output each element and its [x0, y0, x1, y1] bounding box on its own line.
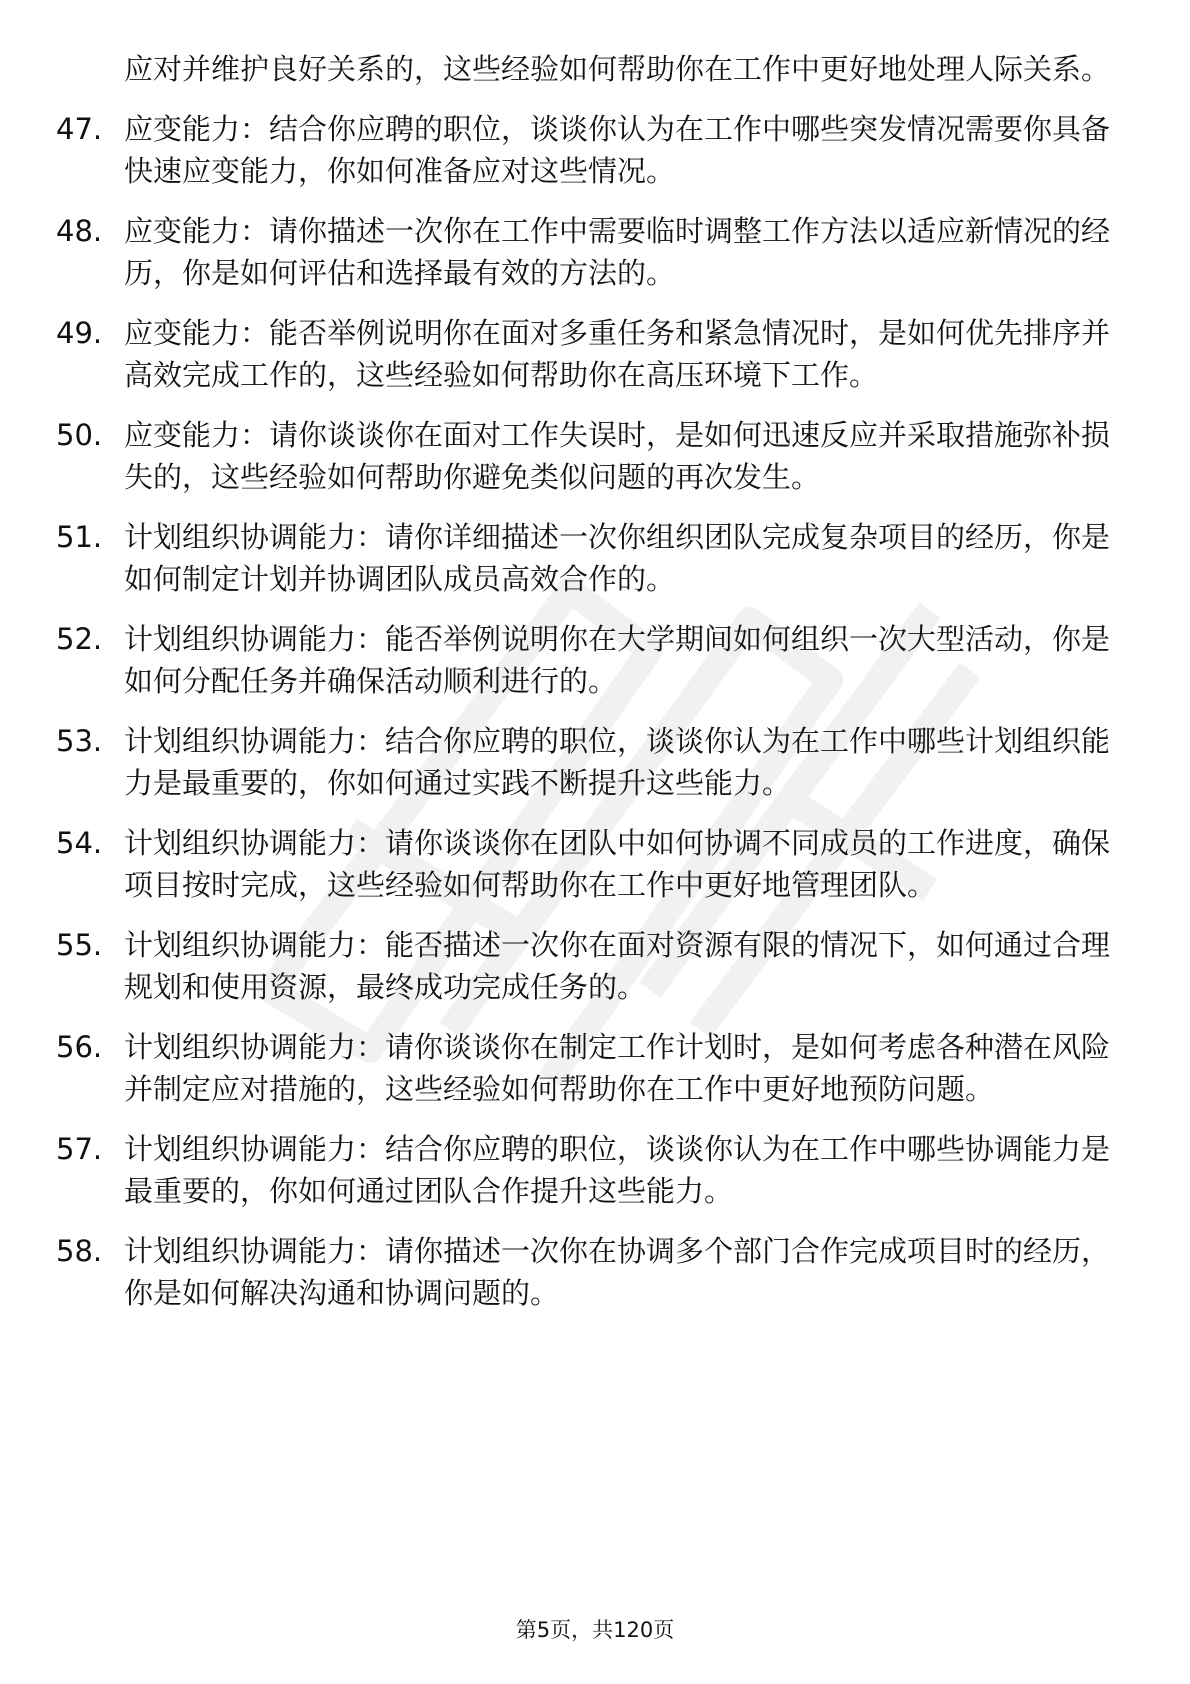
- item-text: 计划组织协调能力：请你谈谈你在制定工作计划时，是如何考虑各种潜在风险并制定应对措施的，这些经验如何帮助你在工作中更好地预防问题。: [124, 1030, 1111, 1106]
- item-number: 47.: [56, 112, 103, 146]
- item-number: 51.: [56, 520, 103, 554]
- item-text: 计划组织协调能力：能否举例说明你在大学期间如何组织一次大型活动，你是如何分配任务并确保活动顺利进行的。: [124, 622, 1111, 698]
- item-number: 55.: [56, 928, 103, 962]
- list-item: [56, 618, 1116, 702]
- item-text: 计划组织协调能力：请你描述一次你在协调多个部门合作完成项目时的经历，你是如何解决沟通和协调问题的。: [124, 1234, 1111, 1310]
- item-text: 应变能力：结合你应聘的职位，谈谈你认为在工作中哪些突发情况需要你具备快速应变能力，你如何准备应对这些情况。: [124, 112, 1111, 188]
- list-item: [56, 1230, 1116, 1314]
- item-number: 49.: [56, 316, 103, 350]
- list-item: [56, 210, 1116, 294]
- list-item: [56, 720, 1116, 804]
- item-number: 58.: [56, 1234, 103, 1268]
- list-item: [56, 1026, 1116, 1110]
- item-number: 57.: [56, 1132, 103, 1166]
- item-number: 56.: [56, 1030, 103, 1064]
- list-item: [56, 924, 1116, 1008]
- item-number: 54.: [56, 826, 103, 860]
- continuation-paragraph: 应对并维护良好关系的，这些经验如何帮助你在工作中更好地处理人际关系。: [124, 52, 1111, 86]
- list-item: [56, 516, 1116, 600]
- item-text: 应变能力：能否举例说明你在面对多重任务和紧急情况时，是如何优先排序并高效完成工作的，这些经验如何帮助你在高压环境下工作。: [124, 316, 1111, 392]
- list-item: [56, 414, 1116, 498]
- item-number: 50.: [56, 418, 103, 452]
- item-number: 53.: [56, 724, 103, 758]
- list-item: [56, 1128, 1116, 1212]
- document-body: [56, 48, 1116, 1332]
- item-number: 52.: [56, 622, 103, 656]
- item-text: 计划组织协调能力：结合你应聘的职位，谈谈你认为在工作中哪些计划组织能力是最重要的，你如何通过实践不断提升这些能力。: [124, 724, 1111, 800]
- item-text: 应变能力：请你描述一次你在工作中需要临时调整工作方法以适应新情况的经历，你是如何评估和选择最有效的方法的。: [124, 214, 1111, 290]
- page-footer: 第5页，共120页: [515, 1618, 675, 1642]
- list-item: [56, 312, 1116, 396]
- item-text: 计划组织协调能力：能否描述一次你在面对资源有限的情况下，如何通过合理规划和使用资源，最终成功完成任务的。: [124, 928, 1111, 1004]
- item-text: 应变能力：请你谈谈你在面对工作失误时，是如何迅速反应并采取措施弥补损失的，这些经验如何帮助你避免类似问题的再次发生。: [124, 418, 1111, 494]
- item-text: 计划组织协调能力：请你谈谈你在团队中如何协调不同成员的工作进度，确保项目按时完成，这些经验如何帮助你在工作中更好地管理团队。: [124, 826, 1111, 902]
- list-item: [56, 108, 1116, 192]
- item-text: 计划组织协调能力：请你详细描述一次你组织团队完成复杂项目的经历，你是如何制定计划并协调团队成员高效合作的。: [124, 520, 1111, 596]
- item-number: 48.: [56, 214, 103, 248]
- item-text: 计划组织协调能力：结合你应聘的职位，谈谈你认为在工作中哪些协调能力是最重要的，你如何通过团队合作提升这些能力。: [124, 1132, 1111, 1208]
- list-item: [56, 822, 1116, 906]
